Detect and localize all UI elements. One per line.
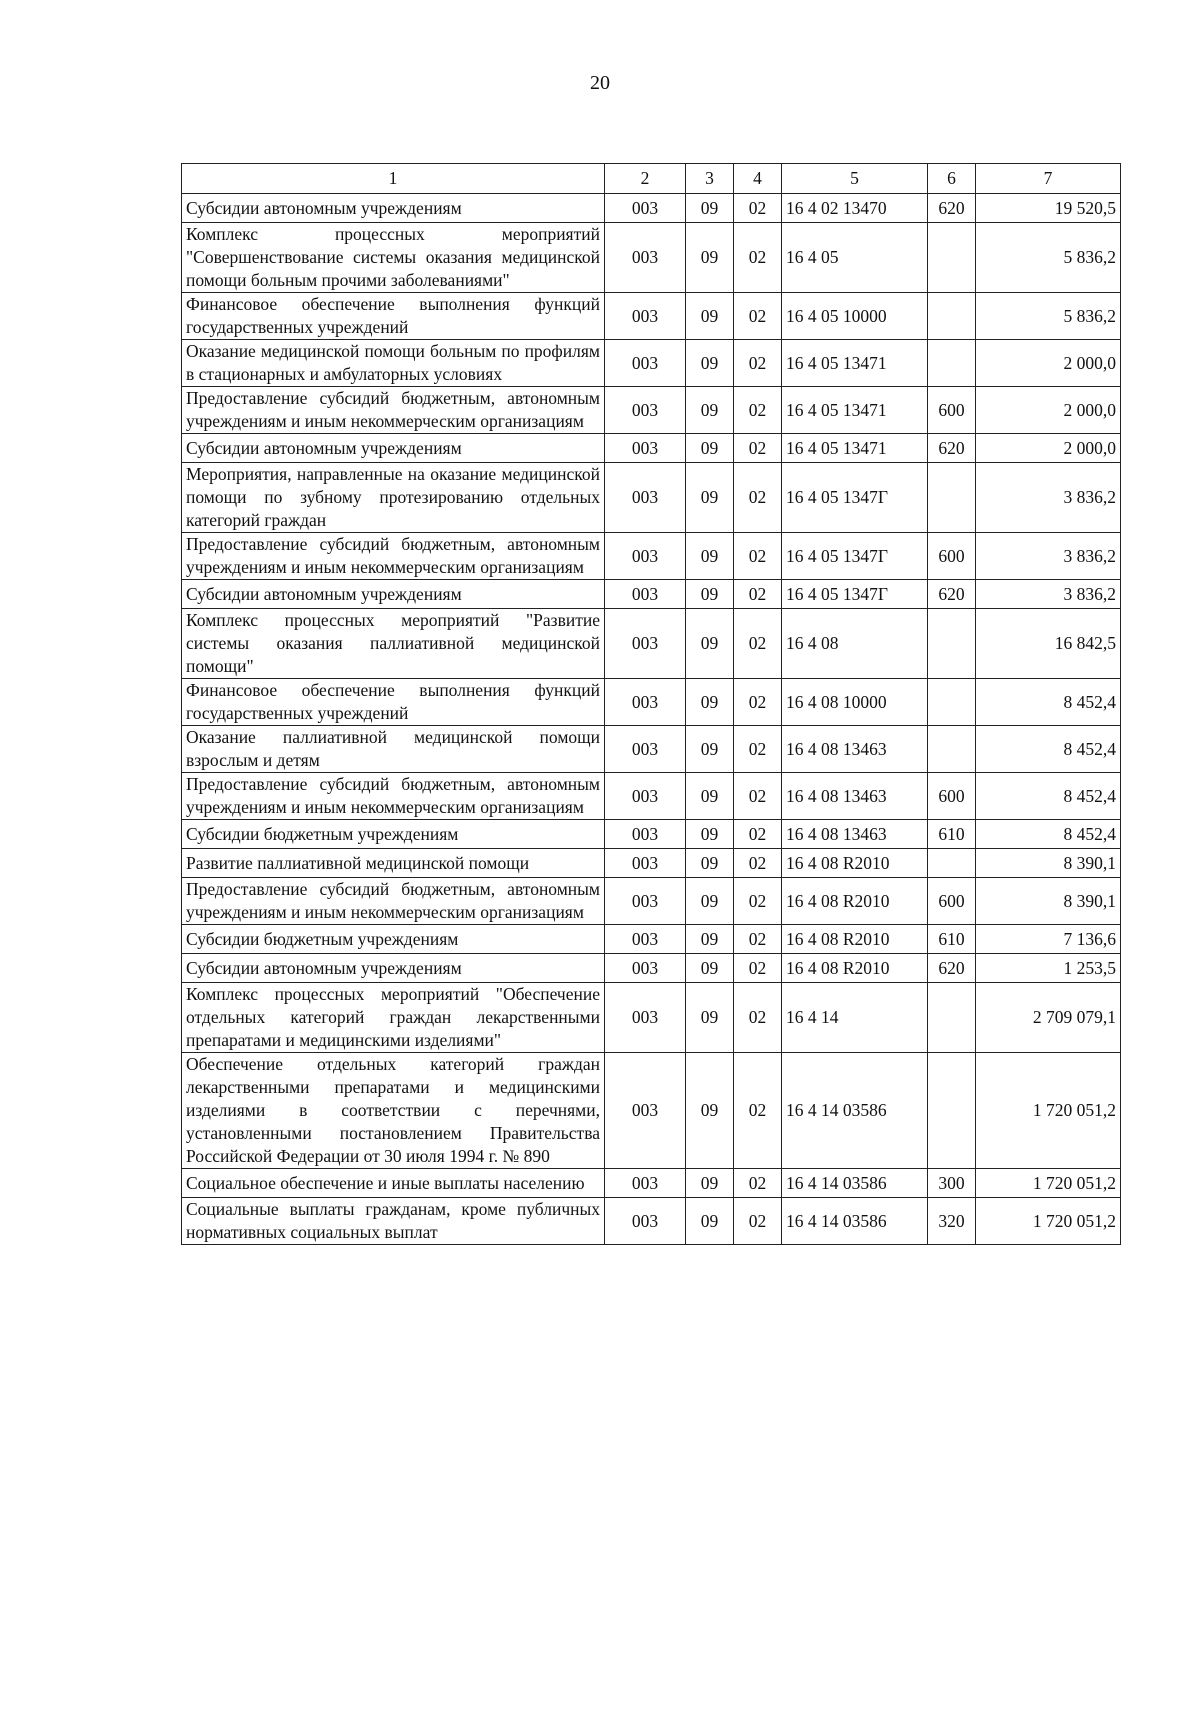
cell-expense-type: 610 [928, 925, 976, 954]
cell-subsection: 02 [734, 1169, 782, 1198]
table-row [182, 463, 1121, 533]
cell-expense-type [928, 1053, 976, 1169]
cell-section: 09 [686, 983, 734, 1053]
cell-amount: 2 000,0 [976, 340, 1121, 387]
cell-subsection: 02 [734, 194, 782, 223]
cell-name: Финансовое обеспечение выполнения функций государственных учреждений [182, 679, 605, 726]
cell-section: 09 [686, 223, 734, 293]
cell-subsection: 02 [734, 533, 782, 580]
cell-expense-type: 600 [928, 878, 976, 925]
budget-table [181, 163, 1121, 1245]
cell-admin-code: 003 [605, 223, 686, 293]
cell-amount: 1 253,5 [976, 954, 1121, 983]
cell-admin-code: 003 [605, 609, 686, 679]
cell-section: 09 [686, 773, 734, 820]
cell-admin-code: 003 [605, 580, 686, 609]
cell-target-code: 16 4 14 03586 [782, 1169, 928, 1198]
cell-admin-code: 003 [605, 1198, 686, 1245]
cell-section: 09 [686, 849, 734, 878]
cell-amount: 3 836,2 [976, 533, 1121, 580]
cell-amount: 8 390,1 [976, 878, 1121, 925]
cell-target-code: 16 4 05 1347Г [782, 463, 928, 533]
header-cell-name: 1 [182, 164, 605, 194]
cell-name: Комплекс процессных мероприятий "Совершенствование системы оказания медицинской помощи больным прочими заболеваниями" [182, 223, 605, 293]
cell-section: 09 [686, 340, 734, 387]
cell-target-code: 16 4 14 [782, 983, 928, 1053]
table-row [182, 954, 1121, 983]
cell-target-code: 16 4 08 [782, 609, 928, 679]
cell-expense-type [928, 293, 976, 340]
table-row [182, 1053, 1121, 1169]
cell-admin-code: 003 [605, 1169, 686, 1198]
cell-section: 09 [686, 954, 734, 983]
cell-amount: 3 836,2 [976, 463, 1121, 533]
table-row [182, 925, 1121, 954]
cell-target-code: 16 4 08 13463 [782, 773, 928, 820]
cell-expense-type: 600 [928, 533, 976, 580]
cell-target-code: 16 4 08 10000 [782, 679, 928, 726]
cell-name: Комплекс процессных мероприятий "Обеспечение отдельных категорий граждан лекарственными препаратами и медицинскими изделиями" [182, 983, 605, 1053]
cell-subsection: 02 [734, 340, 782, 387]
cell-section: 09 [686, 580, 734, 609]
cell-admin-code: 003 [605, 387, 686, 434]
cell-section: 09 [686, 387, 734, 434]
cell-name: Оказание паллиативной медицинской помощи взрослым и детям [182, 726, 605, 773]
cell-amount: 2 000,0 [976, 387, 1121, 434]
cell-name: Комплекс процессных мероприятий "Развитие системы оказания паллиативной медицинской помощи" [182, 609, 605, 679]
cell-expense-type: 600 [928, 773, 976, 820]
table-row [182, 878, 1121, 925]
cell-target-code: 16 4 08 R2010 [782, 878, 928, 925]
cell-section: 09 [686, 194, 734, 223]
table-row [182, 340, 1121, 387]
page-number: 20 [590, 72, 610, 94]
cell-expense-type [928, 679, 976, 726]
cell-section: 09 [686, 609, 734, 679]
header-cell-expense: 6 [928, 164, 976, 194]
cell-amount: 7 136,6 [976, 925, 1121, 954]
table-row [182, 194, 1121, 223]
cell-section: 09 [686, 1169, 734, 1198]
cell-target-code: 16 4 05 10000 [782, 293, 928, 340]
cell-amount: 3 836,2 [976, 580, 1121, 609]
cell-amount: 16 842,5 [976, 609, 1121, 679]
cell-section: 09 [686, 679, 734, 726]
cell-section: 09 [686, 925, 734, 954]
cell-expense-type [928, 849, 976, 878]
cell-section: 09 [686, 726, 734, 773]
cell-target-code: 16 4 05 1347Г [782, 533, 928, 580]
cell-name: Финансовое обеспечение выполнения функций государственных учреждений [182, 293, 605, 340]
table-row [182, 820, 1121, 849]
cell-admin-code: 003 [605, 293, 686, 340]
cell-expense-type [928, 983, 976, 1053]
cell-expense-type: 320 [928, 1198, 976, 1245]
cell-section: 09 [686, 1053, 734, 1169]
table-row [182, 387, 1121, 434]
cell-subsection: 02 [734, 679, 782, 726]
cell-subsection: 02 [734, 609, 782, 679]
cell-expense-type: 300 [928, 1169, 976, 1198]
cell-amount: 1 720 051,2 [976, 1053, 1121, 1169]
cell-admin-code: 003 [605, 849, 686, 878]
cell-admin-code: 003 [605, 340, 686, 387]
cell-admin-code: 003 [605, 983, 686, 1053]
header-cell-section: 3 [686, 164, 734, 194]
cell-subsection: 02 [734, 849, 782, 878]
cell-name: Социальные выплаты гражданам, кроме публичных нормативных социальных выплат [182, 1198, 605, 1245]
cell-subsection: 02 [734, 580, 782, 609]
cell-amount: 8 452,4 [976, 820, 1121, 849]
cell-subsection: 02 [734, 463, 782, 533]
cell-subsection: 02 [734, 954, 782, 983]
cell-name: Субсидии бюджетным учреждениям [182, 820, 605, 849]
cell-subsection: 02 [734, 878, 782, 925]
cell-admin-code: 003 [605, 679, 686, 726]
cell-expense-type [928, 463, 976, 533]
cell-section: 09 [686, 293, 734, 340]
cell-name: Субсидии автономным учреждениям [182, 434, 605, 463]
cell-admin-code: 003 [605, 820, 686, 849]
cell-admin-code: 003 [605, 925, 686, 954]
cell-section: 09 [686, 878, 734, 925]
cell-target-code: 16 4 08 13463 [782, 820, 928, 849]
table-row [182, 983, 1121, 1053]
table-body [182, 194, 1121, 1245]
cell-target-code: 16 4 05 13471 [782, 434, 928, 463]
cell-target-code: 16 4 05 [782, 223, 928, 293]
cell-target-code: 16 4 05 13471 [782, 340, 928, 387]
table-row [182, 609, 1121, 679]
cell-name: Предоставление субсидий бюджетным, автономным учреждениям и иным некоммерческим организациям [182, 878, 605, 925]
header-cell-target: 5 [782, 164, 928, 194]
cell-name: Субсидии автономным учреждениям [182, 954, 605, 983]
cell-admin-code: 003 [605, 533, 686, 580]
cell-target-code: 16 4 08 R2010 [782, 954, 928, 983]
header-cell-subsection: 4 [734, 164, 782, 194]
cell-section: 09 [686, 820, 734, 849]
cell-amount: 5 836,2 [976, 293, 1121, 340]
cell-admin-code: 003 [605, 878, 686, 925]
cell-amount: 8 452,4 [976, 726, 1121, 773]
cell-subsection: 02 [734, 387, 782, 434]
cell-amount: 19 520,5 [976, 194, 1121, 223]
table-row [182, 580, 1121, 609]
cell-name: Предоставление субсидий бюджетным, автономным учреждениям и иным некоммерческим организациям [182, 773, 605, 820]
cell-subsection: 02 [734, 983, 782, 1053]
cell-target-code: 16 4 14 03586 [782, 1053, 928, 1169]
cell-expense-type: 620 [928, 194, 976, 223]
cell-expense-type [928, 609, 976, 679]
cell-target-code: 16 4 14 03586 [782, 1198, 928, 1245]
table-row [182, 1198, 1121, 1245]
cell-admin-code: 003 [605, 954, 686, 983]
cell-target-code: 16 4 02 13470 [782, 194, 928, 223]
cell-amount: 2 709 079,1 [976, 983, 1121, 1053]
cell-expense-type: 620 [928, 434, 976, 463]
cell-name: Развитие паллиативной медицинской помощи [182, 849, 605, 878]
cell-name: Предоставление субсидий бюджетным, автономным учреждениям и иным некоммерческим организациям [182, 387, 605, 434]
cell-section: 09 [686, 1198, 734, 1245]
cell-section: 09 [686, 434, 734, 463]
cell-amount: 2 000,0 [976, 434, 1121, 463]
cell-subsection: 02 [734, 726, 782, 773]
cell-amount: 8 452,4 [976, 773, 1121, 820]
cell-name: Предоставление субсидий бюджетным, автономным учреждениям и иным некоммерческим организациям [182, 533, 605, 580]
cell-subsection: 02 [734, 293, 782, 340]
header-cell-admin: 2 [605, 164, 686, 194]
cell-amount: 8 452,4 [976, 679, 1121, 726]
cell-target-code: 16 4 05 1347Г [782, 580, 928, 609]
cell-name: Субсидии бюджетным учреждениям [182, 925, 605, 954]
cell-admin-code: 003 [605, 463, 686, 533]
cell-expense-type [928, 223, 976, 293]
cell-amount: 1 720 051,2 [976, 1198, 1121, 1245]
cell-subsection: 02 [734, 925, 782, 954]
cell-admin-code: 003 [605, 1053, 686, 1169]
cell-subsection: 02 [734, 1053, 782, 1169]
cell-name: Оказание медицинской помощи больным по профилям в стационарных и амбулаторных условиях [182, 340, 605, 387]
header-cell-amount: 7 [976, 164, 1121, 194]
cell-target-code: 16 4 08 R2010 [782, 849, 928, 878]
cell-expense-type: 600 [928, 387, 976, 434]
cell-name: Обеспечение отдельных категорий граждан лекарственными препаратами и медицинскими изделиями в соответствии с перечнями, установленными постановлением Правительства Российской Федерации от 30 июля 1994 г. № 890 [182, 1053, 605, 1169]
table-row [182, 679, 1121, 726]
cell-amount: 8 390,1 [976, 849, 1121, 878]
table-row [182, 293, 1121, 340]
table-row [182, 849, 1121, 878]
table-row [182, 434, 1121, 463]
cell-name: Мероприятия, направленные на оказание медицинской помощи по зубному протезированию отдельных категорий граждан [182, 463, 605, 533]
table-row [182, 726, 1121, 773]
cell-target-code: 16 4 08 R2010 [782, 925, 928, 954]
cell-subsection: 02 [734, 434, 782, 463]
cell-subsection: 02 [734, 223, 782, 293]
cell-target-code: 16 4 08 13463 [782, 726, 928, 773]
cell-subsection: 02 [734, 820, 782, 849]
cell-expense-type [928, 726, 976, 773]
cell-expense-type: 620 [928, 580, 976, 609]
cell-name: Социальное обеспечение и иные выплаты населению [182, 1169, 605, 1198]
cell-name: Субсидии автономным учреждениям [182, 194, 605, 223]
cell-target-code: 16 4 05 13471 [782, 387, 928, 434]
cell-amount: 1 720 051,2 [976, 1169, 1121, 1198]
table-row [182, 533, 1121, 580]
cell-name: Субсидии автономным учреждениям [182, 580, 605, 609]
table-header-row [182, 164, 1121, 194]
cell-admin-code: 003 [605, 773, 686, 820]
cell-subsection: 02 [734, 773, 782, 820]
table-row [182, 773, 1121, 820]
table-row [182, 223, 1121, 293]
cell-amount: 5 836,2 [976, 223, 1121, 293]
cell-admin-code: 003 [605, 194, 686, 223]
cell-expense-type: 620 [928, 954, 976, 983]
cell-section: 09 [686, 463, 734, 533]
cell-subsection: 02 [734, 1198, 782, 1245]
cell-admin-code: 003 [605, 434, 686, 463]
cell-section: 09 [686, 533, 734, 580]
cell-expense-type [928, 340, 976, 387]
table-row [182, 1169, 1121, 1198]
cell-admin-code: 003 [605, 726, 686, 773]
cell-expense-type: 610 [928, 820, 976, 849]
